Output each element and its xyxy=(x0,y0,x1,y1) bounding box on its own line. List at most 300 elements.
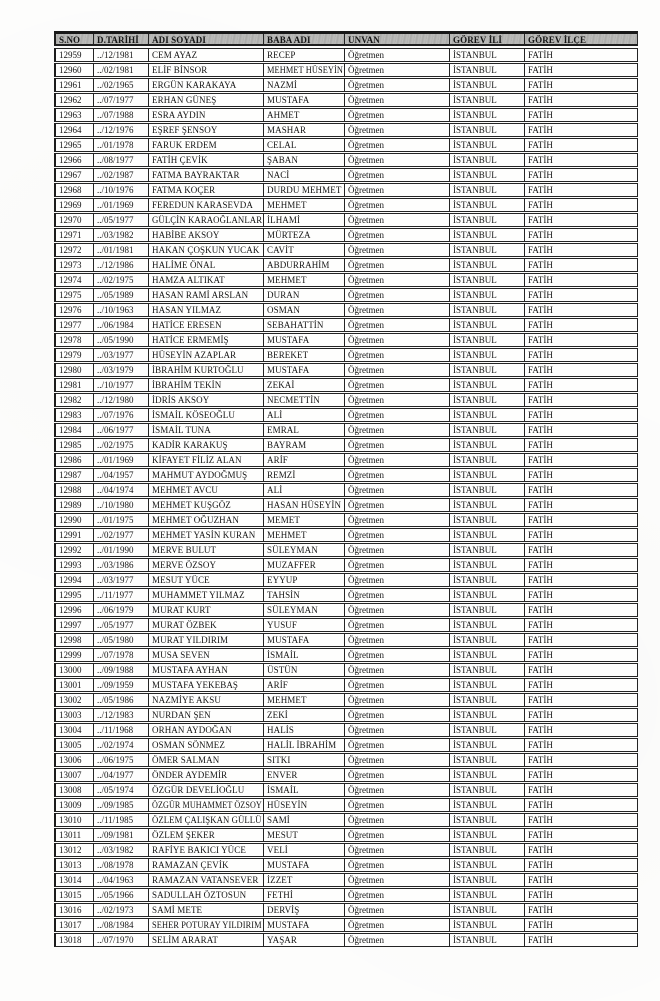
cell-unvan: Öğretmen xyxy=(344,79,450,91)
table-row xyxy=(54,258,638,272)
cell-adi-soyadi: KADİR KARAKUŞ xyxy=(148,439,264,451)
cell-gorev-ilce: FATİH xyxy=(524,169,636,181)
cell-gorev-ili: İSTANBUL xyxy=(449,934,525,946)
cell-sno: 13000 xyxy=(59,665,82,675)
cell-sno: 12992 xyxy=(59,545,82,555)
cell-gorev-ili: İSTANBUL xyxy=(449,559,525,571)
cell-dtarihi: ../07/1977 xyxy=(93,94,149,106)
cell-gorev-ili: İSTANBUL xyxy=(449,214,525,226)
cell-dtarihi: ../04/1963 xyxy=(93,874,149,886)
cell-sno: 13005 xyxy=(59,740,82,750)
cell-dtarihi: ../05/1974 xyxy=(93,784,149,796)
cell-unvan: Öğretmen xyxy=(344,304,450,316)
cell-unvan: Öğretmen xyxy=(344,274,450,286)
cell-dtarihi: ../01/1978 xyxy=(93,139,149,151)
cell-unvan: Öğretmen xyxy=(344,679,450,691)
table-row xyxy=(54,213,638,227)
cell-unvan: Öğretmen xyxy=(344,289,450,301)
cell-gorev-ili: İSTANBUL xyxy=(449,814,525,826)
cell-baba-adi: SITKI xyxy=(263,754,345,766)
cell-baba-adi: MEHMET HÜSEYİN xyxy=(263,64,345,76)
cell-gorev-ilce: FATİH xyxy=(524,424,636,436)
cell-gorev-ilce: FATİH xyxy=(524,334,636,346)
cell-baba-adi: MESUT xyxy=(263,829,345,841)
cell-adi-soyadi: RAMAZAN ÇEVİK xyxy=(148,859,264,871)
table-row xyxy=(54,453,638,467)
cell-baba-adi: BAYRAM xyxy=(263,439,345,451)
cell-baba-adi: BEREKET xyxy=(263,349,345,361)
cell-sno: 13018 xyxy=(59,935,82,945)
cell-gorev-ili: İSTANBUL xyxy=(449,124,525,136)
cell-dtarihi: ../12/1986 xyxy=(93,259,149,271)
cell-gorev-ilce: FATİH xyxy=(524,184,636,196)
cell-adi-soyadi: OSMAN SÖNMEZ xyxy=(148,739,264,751)
cell-unvan: Öğretmen xyxy=(344,769,450,781)
cell-gorev-ili: İSTANBUL xyxy=(449,604,525,616)
cell-adi-soyadi: NURDAN ŞEN xyxy=(148,709,264,721)
cell-sno: 12988 xyxy=(59,485,82,495)
cell-sno: 12977 xyxy=(59,320,82,330)
table-row xyxy=(54,318,638,332)
cell-baba-adi: YAŞAR xyxy=(263,934,345,946)
cell-gorev-ili: İSTANBUL xyxy=(449,664,525,676)
cell-baba-adi: İLHAMİ xyxy=(263,214,345,226)
cell-gorev-ilce: FATİH xyxy=(524,529,636,541)
cell-baba-adi: FETHİ xyxy=(263,889,345,901)
cell-baba-adi: NACİ xyxy=(263,169,345,181)
cell-baba-adi: AHMET xyxy=(263,109,345,121)
cell-unvan: Öğretmen xyxy=(344,139,450,151)
cell-gorev-ili: İSTANBUL xyxy=(449,724,525,736)
cell-gorev-ili: İSTANBUL xyxy=(449,589,525,601)
cell-gorev-ilce: FATİH xyxy=(524,709,636,721)
table-row xyxy=(54,903,638,917)
cell-gorev-ili: İSTANBUL xyxy=(449,709,525,721)
cell-unvan: Öğretmen xyxy=(344,454,450,466)
cell-sno: 13016 xyxy=(59,905,82,915)
cell-adi-soyadi: HALİME ÖNAL xyxy=(148,259,264,271)
personnel-table xyxy=(54,31,638,948)
cell-dtarihi: ../11/1977 xyxy=(93,589,149,601)
cell-gorev-ili: İSTANBUL xyxy=(449,409,525,421)
header-sno: S.NO xyxy=(56,34,94,44)
cell-gorev-ili: İSTANBUL xyxy=(449,694,525,706)
cell-gorev-ili: İSTANBUL xyxy=(449,739,525,751)
cell-gorev-ilce: FATİH xyxy=(524,874,636,886)
table-row xyxy=(54,348,638,362)
cell-dtarihi: ../08/1978 xyxy=(93,859,149,871)
cell-unvan: Öğretmen xyxy=(344,124,450,136)
cell-dtarihi: ../03/1982 xyxy=(93,844,149,856)
cell-adi-soyadi: MERVE BULUT xyxy=(148,544,264,556)
cell-gorev-ilce: FATİH xyxy=(524,679,636,691)
cell-dtarihi: ../04/1974 xyxy=(93,484,149,496)
cell-unvan: Öğretmen xyxy=(344,529,450,541)
cell-adi-soyadi: MURAT ÖZBEK xyxy=(148,619,264,631)
cell-gorev-ilce: FATİH xyxy=(524,394,636,406)
cell-sno: 13004 xyxy=(59,725,82,735)
cell-dtarihi: ../09/1988 xyxy=(93,664,149,676)
cell-sno: 13017 xyxy=(59,920,82,930)
cell-dtarihi: ../08/1984 xyxy=(93,919,149,931)
cell-adi-soyadi: ÖZGÜR MUHAMMET ÖZSOY xyxy=(148,799,264,811)
cell-adi-soyadi: ÖZGÜR DEVELİOĞLU xyxy=(148,784,264,796)
cell-gorev-ili: İSTANBUL xyxy=(449,229,525,241)
table-body xyxy=(54,48,638,947)
cell-adi-soyadi: MERVE ÖZSOY xyxy=(148,559,264,571)
cell-gorev-ilce: FATİH xyxy=(524,139,636,151)
cell-baba-adi: MUSTAFA xyxy=(263,364,345,376)
cell-dtarihi: ../10/1963 xyxy=(93,304,149,316)
table-row xyxy=(54,438,638,452)
cell-unvan: Öğretmen xyxy=(344,844,450,856)
cell-sno: 12989 xyxy=(59,500,82,510)
table-row xyxy=(54,588,638,602)
table-row xyxy=(54,378,638,392)
cell-gorev-ilce: FATİH xyxy=(524,214,636,226)
cell-gorev-ilce: FATİH xyxy=(524,619,636,631)
cell-baba-adi: MUSTAFA xyxy=(263,334,345,346)
cell-unvan: Öğretmen xyxy=(344,244,450,256)
cell-baba-adi: HALİS xyxy=(263,724,345,736)
cell-dtarihi: ../02/1965 xyxy=(93,79,149,91)
cell-unvan: Öğretmen xyxy=(344,919,450,931)
table-row xyxy=(54,408,638,422)
cell-dtarihi: ../05/1966 xyxy=(93,889,149,901)
cell-baba-adi: MUSTAFA xyxy=(263,919,345,931)
cell-unvan: Öğretmen xyxy=(344,229,450,241)
cell-gorev-ilce: FATİH xyxy=(524,694,636,706)
cell-adi-soyadi: MEHMET YASİN KURAN xyxy=(148,529,264,541)
cell-baba-adi: OSMAN xyxy=(263,304,345,316)
cell-gorev-ilce: FATİH xyxy=(524,559,636,571)
cell-dtarihi: ../12/1976 xyxy=(93,124,149,136)
cell-sno: 12995 xyxy=(59,590,82,600)
table-row xyxy=(54,123,638,137)
table-row xyxy=(54,198,638,212)
cell-gorev-ili: İSTANBUL xyxy=(449,379,525,391)
cell-gorev-ili: İSTANBUL xyxy=(449,619,525,631)
cell-dtarihi: ../03/1977 xyxy=(93,349,149,361)
cell-sno: 12960 xyxy=(59,65,82,75)
cell-sno: 12997 xyxy=(59,620,82,630)
header-gorev-ili: GÖREV İLİ xyxy=(449,34,525,44)
cell-dtarihi: ../02/1974 xyxy=(93,739,149,751)
cell-sno: 12975 xyxy=(59,290,82,300)
cell-baba-adi: REMZİ xyxy=(263,469,345,481)
cell-baba-adi: CELAL xyxy=(263,139,345,151)
cell-adi-soyadi: ERGÜN KARAKAYA xyxy=(148,79,264,91)
cell-gorev-ili: İSTANBUL xyxy=(449,79,525,91)
table-row xyxy=(54,138,638,152)
cell-sno: 12996 xyxy=(59,605,82,615)
cell-gorev-ilce: FATİH xyxy=(524,889,636,901)
cell-gorev-ili: İSTANBUL xyxy=(449,49,525,61)
cell-adi-soyadi: İDRİS AKSOY xyxy=(148,394,264,406)
table-row xyxy=(54,498,638,512)
cell-unvan: Öğretmen xyxy=(344,634,450,646)
cell-adi-soyadi: RAFİYE BAKICI YÜCE xyxy=(148,844,264,856)
cell-sno: 12967 xyxy=(59,170,82,180)
cell-baba-adi: CAVİT xyxy=(263,244,345,256)
cell-sno: 13013 xyxy=(59,860,82,870)
table-row xyxy=(54,273,638,287)
cell-adi-soyadi: EŞREF ŞENSOY xyxy=(148,124,264,136)
table-row xyxy=(54,183,638,197)
cell-gorev-ili: İSTANBUL xyxy=(449,889,525,901)
cell-gorev-ili: İSTANBUL xyxy=(449,349,525,361)
cell-gorev-ilce: FATİH xyxy=(524,289,636,301)
cell-gorev-ili: İSTANBUL xyxy=(449,244,525,256)
cell-gorev-ili: İSTANBUL xyxy=(449,364,525,376)
cell-dtarihi: ../02/1975 xyxy=(93,439,149,451)
cell-adi-soyadi: NAZMİYE AKSU xyxy=(148,694,264,706)
table-row xyxy=(54,423,638,437)
cell-baba-adi: EMRAL xyxy=(263,424,345,436)
cell-adi-soyadi: FEREDUN KARASEVDA xyxy=(148,199,264,211)
cell-baba-adi: DURDU MEHMET xyxy=(263,184,345,196)
cell-baba-adi: ABDURRAHİM xyxy=(263,259,345,271)
table-row xyxy=(54,663,638,677)
cell-unvan: Öğretmen xyxy=(344,394,450,406)
cell-unvan: Öğretmen xyxy=(344,709,450,721)
table-row xyxy=(54,693,638,707)
cell-sno: 12993 xyxy=(59,560,82,570)
cell-gorev-ili: İSTANBUL xyxy=(449,754,525,766)
cell-baba-adi: SEBAHATTİN xyxy=(263,319,345,331)
cell-dtarihi: ../10/1977 xyxy=(93,379,149,391)
header-dtarihi: D.TARİHİ xyxy=(93,34,149,44)
cell-dtarihi: ../06/1977 xyxy=(93,424,149,436)
cell-adi-soyadi: HATİCE ERMEMİŞ xyxy=(148,334,264,346)
cell-unvan: Öğretmen xyxy=(344,94,450,106)
cell-baba-adi: MEMET xyxy=(263,514,345,526)
cell-baba-adi: MUSTAFA xyxy=(263,859,345,871)
cell-unvan: Öğretmen xyxy=(344,49,450,61)
cell-sno: 13007 xyxy=(59,770,82,780)
cell-unvan: Öğretmen xyxy=(344,859,450,871)
cell-gorev-ili: İSTANBUL xyxy=(449,274,525,286)
cell-baba-adi: MEHMET xyxy=(263,199,345,211)
cell-dtarihi: ../01/1975 xyxy=(93,514,149,526)
table-row xyxy=(54,768,638,782)
cell-unvan: Öğretmen xyxy=(344,109,450,121)
cell-sno: 12970 xyxy=(59,215,82,225)
cell-gorev-ilce: FATİH xyxy=(524,724,636,736)
table-row xyxy=(54,618,638,632)
table-row xyxy=(54,678,638,692)
cell-sno: 13009 xyxy=(59,800,82,810)
cell-dtarihi: ../02/1981 xyxy=(93,64,149,76)
cell-baba-adi: MEHMET xyxy=(263,274,345,286)
cell-unvan: Öğretmen xyxy=(344,664,450,676)
cell-baba-adi: RECEP xyxy=(263,49,345,61)
cell-gorev-ili: İSTANBUL xyxy=(449,799,525,811)
cell-unvan: Öğretmen xyxy=(344,604,450,616)
cell-dtarihi: ../07/1976 xyxy=(93,409,149,421)
cell-unvan: Öğretmen xyxy=(344,364,450,376)
cell-unvan: Öğretmen xyxy=(344,814,450,826)
cell-sno: 13011 xyxy=(59,830,82,840)
cell-gorev-ilce: FATİH xyxy=(524,124,636,136)
cell-unvan: Öğretmen xyxy=(344,319,450,331)
cell-baba-adi: MASHAR xyxy=(263,124,345,136)
cell-unvan: Öğretmen xyxy=(344,694,450,706)
cell-adi-soyadi: HÜSEYİN AZAPLAR xyxy=(148,349,264,361)
cell-adi-soyadi: SADULLAH ÖZTOSUN xyxy=(148,889,264,901)
cell-gorev-ilce: FATİH xyxy=(524,829,636,841)
cell-dtarihi: ../08/1977 xyxy=(93,154,149,166)
cell-gorev-ili: İSTANBUL xyxy=(449,169,525,181)
cell-dtarihi: ../07/1988 xyxy=(93,109,149,121)
cell-sno: 13001 xyxy=(59,680,82,690)
cell-gorev-ili: İSTANBUL xyxy=(449,634,525,646)
cell-baba-adi: ZEKAİ xyxy=(263,379,345,391)
cell-dtarihi: ../12/1980 xyxy=(93,394,149,406)
cell-dtarihi: ../10/1980 xyxy=(93,499,149,511)
cell-sno: 12966 xyxy=(59,155,82,165)
cell-sno: 12976 xyxy=(59,305,82,315)
cell-dtarihi: ../10/1976 xyxy=(93,184,149,196)
cell-unvan: Öğretmen xyxy=(344,724,450,736)
cell-gorev-ili: İSTANBUL xyxy=(449,919,525,931)
cell-gorev-ilce: FATİH xyxy=(524,199,636,211)
cell-dtarihi: ../12/1981 xyxy=(93,49,149,61)
cell-sno: 12998 xyxy=(59,635,82,645)
cell-dtarihi: ../05/1977 xyxy=(93,619,149,631)
cell-adi-soyadi: HAKAN ÇOŞKUN YUCAK xyxy=(148,244,264,256)
cell-gorev-ili: İSTANBUL xyxy=(449,184,525,196)
cell-adi-soyadi: MEHMET KUŞGÖZ xyxy=(148,499,264,511)
cell-gorev-ilce: FATİH xyxy=(524,469,636,481)
cell-sno: 12999 xyxy=(59,650,82,660)
table-row xyxy=(54,153,638,167)
cell-baba-adi: SÜLEYMAN xyxy=(263,604,345,616)
cell-adi-soyadi: ÖZLEM ŞEKER xyxy=(148,829,264,841)
cell-gorev-ilce: FATİH xyxy=(524,904,636,916)
cell-baba-adi: ÜSTÜN xyxy=(263,664,345,676)
cell-unvan: Öğretmen xyxy=(344,754,450,766)
cell-gorev-ili: İSTANBUL xyxy=(449,454,525,466)
cell-sno: 12981 xyxy=(59,380,82,390)
cell-adi-soyadi: GÜLÇİN KARAOĞLANLAR xyxy=(148,214,264,226)
cell-unvan: Öğretmen xyxy=(344,349,450,361)
cell-unvan: Öğretmen xyxy=(344,934,450,946)
cell-gorev-ilce: FATİH xyxy=(524,154,636,166)
cell-unvan: Öğretmen xyxy=(344,874,450,886)
header-gorev-ilce: GÖREV İLÇE xyxy=(524,34,636,44)
cell-adi-soyadi: İBRAHİM TEKİN xyxy=(148,379,264,391)
cell-baba-adi: ALİ xyxy=(263,409,345,421)
cell-unvan: Öğretmen xyxy=(344,199,450,211)
cell-gorev-ili: İSTANBUL xyxy=(449,109,525,121)
table-row xyxy=(54,483,638,497)
cell-dtarihi: ../02/1977 xyxy=(93,529,149,541)
cell-unvan: Öğretmen xyxy=(344,574,450,586)
cell-gorev-ili: İSTANBUL xyxy=(449,469,525,481)
cell-dtarihi: ../01/1990 xyxy=(93,544,149,556)
cell-baba-adi: ALİ xyxy=(263,484,345,496)
cell-dtarihi: ../05/1980 xyxy=(93,634,149,646)
cell-gorev-ilce: FATİH xyxy=(524,109,636,121)
cell-adi-soyadi: MUSTAFA AYHAN xyxy=(148,664,264,676)
cell-adi-soyadi: HATİCE ERESEN xyxy=(148,319,264,331)
cell-dtarihi: ../09/1959 xyxy=(93,679,149,691)
cell-unvan: Öğretmen xyxy=(344,439,450,451)
cell-gorev-ili: İSTANBUL xyxy=(449,679,525,691)
cell-gorev-ilce: FATİH xyxy=(524,514,636,526)
cell-adi-soyadi: MUHAMMET YILMAZ xyxy=(148,589,264,601)
cell-adi-soyadi: MAHMUT AYDOĞMUŞ xyxy=(148,469,264,481)
cell-sno: 12962 xyxy=(59,95,82,105)
table-row xyxy=(54,363,638,377)
cell-gorev-ili: İSTANBUL xyxy=(449,484,525,496)
cell-baba-adi: HALİL İBRAHİM xyxy=(263,739,345,751)
table-row xyxy=(54,393,638,407)
cell-gorev-ilce: FATİH xyxy=(524,454,636,466)
cell-sno: 13002 xyxy=(59,695,82,705)
cell-baba-adi: SÜLEYMAN xyxy=(263,544,345,556)
cell-adi-soyadi: MURAT YILDIRIM xyxy=(148,634,264,646)
cell-unvan: Öğretmen xyxy=(344,379,450,391)
cell-dtarihi: ../02/1973 xyxy=(93,904,149,916)
cell-gorev-ili: İSTANBUL xyxy=(449,289,525,301)
table-row xyxy=(54,78,638,92)
cell-dtarihi: ../05/1977 xyxy=(93,214,149,226)
cell-gorev-ili: İSTANBUL xyxy=(449,154,525,166)
cell-adi-soyadi: FARUK ERDEM xyxy=(148,139,264,151)
cell-sno: 12984 xyxy=(59,425,82,435)
cell-gorev-ili: İSTANBUL xyxy=(449,784,525,796)
cell-gorev-ilce: FATİH xyxy=(524,439,636,451)
cell-gorev-ilce: FATİH xyxy=(524,814,636,826)
cell-unvan: Öğretmen xyxy=(344,649,450,661)
cell-sno: 12965 xyxy=(59,140,82,150)
cell-sno: 13003 xyxy=(59,710,82,720)
cell-gorev-ili: İSTANBUL xyxy=(449,769,525,781)
cell-dtarihi: ../07/1978 xyxy=(93,649,149,661)
cell-baba-adi: MUZAFFER xyxy=(263,559,345,571)
cell-unvan: Öğretmen xyxy=(344,64,450,76)
cell-sno: 12973 xyxy=(59,260,82,270)
cell-unvan: Öğretmen xyxy=(344,544,450,556)
table-row xyxy=(54,738,638,752)
table-row xyxy=(54,108,638,122)
table-row xyxy=(54,798,638,812)
cell-adi-soyadi: İSMAİL TUNA xyxy=(148,424,264,436)
cell-dtarihi: ../03/1982 xyxy=(93,229,149,241)
cell-adi-soyadi: ESRA AYDIN xyxy=(148,109,264,121)
cell-gorev-ili: İSTANBUL xyxy=(449,499,525,511)
cell-sno: 12959 xyxy=(59,50,82,60)
table-row xyxy=(54,168,638,182)
cell-gorev-ili: İSTANBUL xyxy=(449,829,525,841)
table-row xyxy=(54,888,638,902)
cell-gorev-ilce: FATİH xyxy=(524,94,636,106)
cell-gorev-ilce: FATİH xyxy=(524,379,636,391)
cell-gorev-ili: İSTANBUL xyxy=(449,529,525,541)
cell-dtarihi: ../01/1981 xyxy=(93,244,149,256)
cell-adi-soyadi: MESUT YÜCE xyxy=(148,574,264,586)
table-row xyxy=(54,573,638,587)
table-row xyxy=(54,303,638,317)
cell-gorev-ilce: FATİH xyxy=(524,934,636,946)
cell-gorev-ili: İSTANBUL xyxy=(449,514,525,526)
cell-sno: 12972 xyxy=(59,245,82,255)
table-header-row xyxy=(54,31,638,46)
table-row xyxy=(54,48,638,62)
cell-adi-soyadi: ORHAN AYDOĞAN xyxy=(148,724,264,736)
